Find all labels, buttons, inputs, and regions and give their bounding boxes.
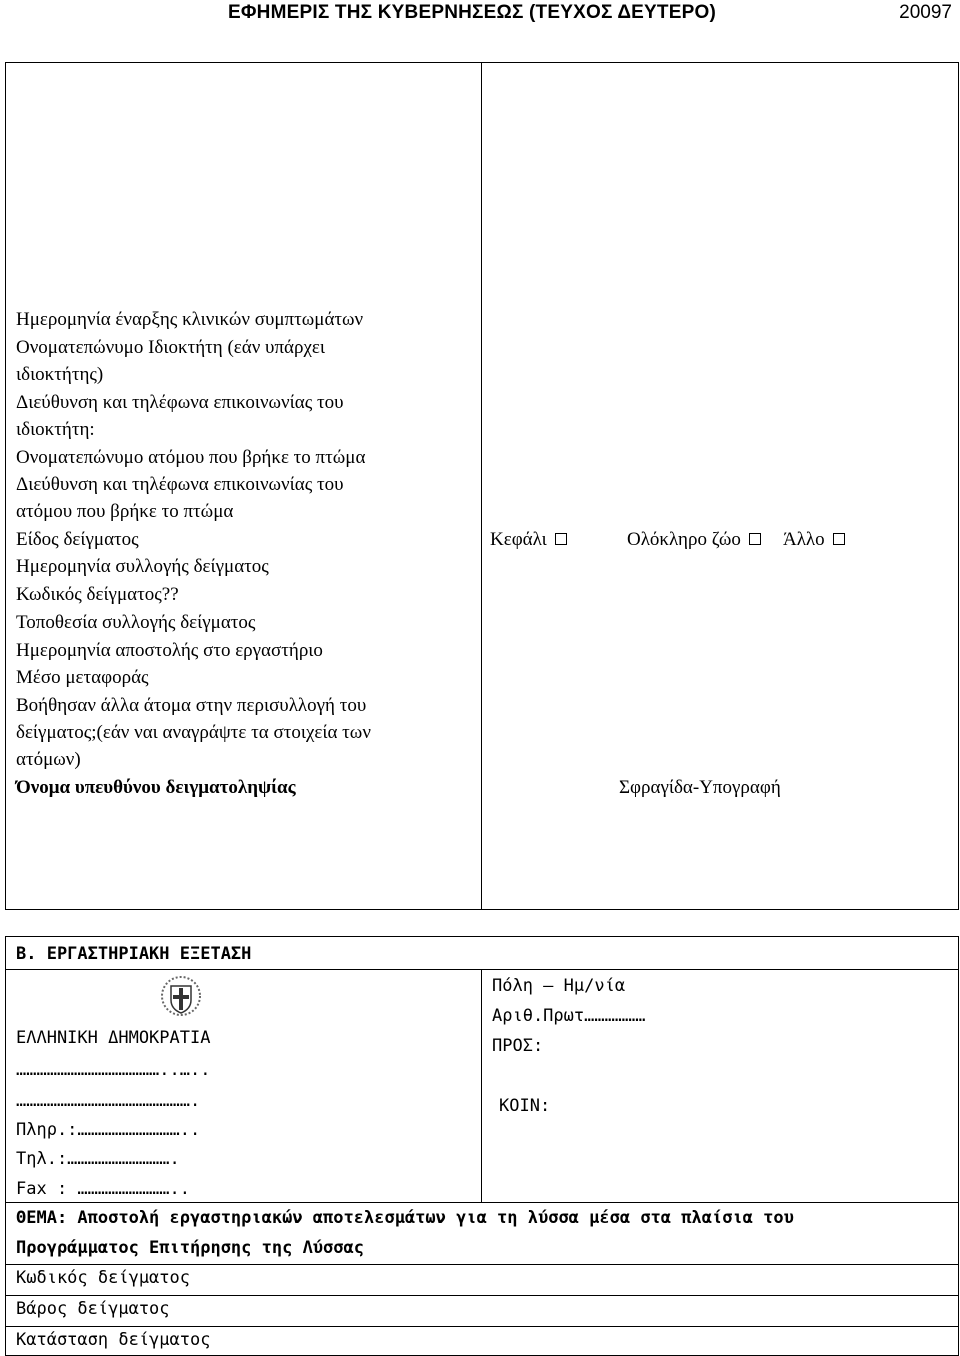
field-sample-code: Κωδικός δείγματος	[16, 1268, 190, 1288]
section-b-title: Β. ΕΡΓΑΣΤΗΡΙΑΚΗ ΕΞΕΤΑΣΗ	[16, 944, 252, 964]
row-symptom-date: Ημερομηνία έναρξης κλινικών συμπτωμάτων	[16, 309, 364, 330]
lab-exam-col-divider	[481, 969, 482, 1202]
column-divider	[481, 62, 482, 910]
row-collection-location: Τοποθεσία συλλογής δείγματος	[16, 612, 256, 633]
lab-exam-top-divider	[5, 969, 959, 970]
stamp-signature-label: Σφραγίδα-Υπογραφή	[619, 777, 781, 798]
row-sample-code: Κωδικός δείγματος??	[16, 584, 179, 605]
page-number: 20097	[899, 2, 952, 23]
phone-field: Τηλ.:………………………….	[16, 1149, 180, 1169]
option-other-label: Άλλο	[783, 529, 825, 550]
option-whole-animal-label: Ολόκληρο ζώο	[627, 529, 741, 550]
row-helpers-cont2: ατόμων)	[16, 749, 81, 770]
row-finder-name: Ονοματεπώνυμο ατόμου που βρήκε το πτώμα	[16, 447, 366, 468]
row-owner-name-cont: ιδιοκτήτης)	[16, 364, 104, 385]
option-head-label: Κεφάλι	[490, 529, 547, 550]
contact-field: Πληρ.:…………………………..	[16, 1120, 201, 1140]
row-sample-type: Είδος δείγματος	[16, 529, 139, 550]
subject-line-1: ΘΕΜΑ: Αποστολή εργαστηριακών αποτελεσμάτων για τη λύσσα μέσα στα πλαίσια του	[16, 1208, 794, 1228]
option-whole-animal[interactable]	[627, 526, 761, 553]
greek-coat-of-arms-icon	[159, 974, 203, 1018]
checkbox-whole-animal[interactable]	[749, 533, 761, 545]
republic-label: ΕΛΛΗΝΙΚΗ ΔΗΜΟΚΡΑΤΙΑ	[16, 1028, 211, 1048]
option-head[interactable]	[490, 526, 567, 553]
issuer-dots-1: ……………………………………..…..	[16, 1060, 211, 1080]
option-other[interactable]	[783, 526, 845, 553]
row-collection-date: Ημερομηνία συλλογής δείγματος	[16, 556, 269, 577]
field-sample-condition: Κατάσταση δείγματος	[16, 1330, 211, 1350]
row-finder-address: Διεύθυνση και τηλέφωνα επικοινωνίας του	[16, 474, 344, 495]
row-owner-address: Διεύθυνση και τηλέφωνα επικοινωνίας του	[16, 392, 344, 413]
to-field: ΠΡΟΣ:	[492, 1036, 544, 1056]
field-sample-weight: Βάρος δείγματος	[16, 1299, 170, 1319]
fax-field: Fax : ………………………..	[16, 1179, 190, 1199]
checkbox-other[interactable]	[833, 533, 845, 545]
gazette-title: ΕΦΗΜΕΡΙΣ ΤΗΣ ΚΥΒΕΡΝΗΣΕΩΣ (ΤΕΥΧΟΣ ΔΕΥΤΕΡΟ)	[228, 2, 716, 23]
cc-field: ΚΟΙΝ:	[499, 1096, 551, 1116]
row-transport: Μέσο μεταφοράς	[16, 667, 149, 688]
row-helpers-cont: δείγματος;(εάν ναι αναγράψτε τα στοιχεία των	[16, 722, 371, 743]
row-helpers: Βοήθησαν άλλα άτομα στην περισυλλογή του	[16, 695, 367, 716]
page-header	[0, 0, 960, 28]
checkbox-head[interactable]	[555, 533, 567, 545]
row-shipping-date: Ημερομηνία αποστολής στο εργαστήριο	[16, 640, 323, 661]
responsible-label: Όνομα υπευθύνου δειγματοληψίας	[16, 777, 296, 798]
row-owner-name: Ονοματεπώνυμο Ιδιοκτήτη (εάν υπάρχει	[16, 337, 326, 358]
city-date-field: Πόλη – Ημ/νία	[492, 976, 626, 996]
protocol-number-field: Αριθ.Πρωτ………………	[492, 1006, 646, 1026]
issuer-dots-2: …………………………………………….	[16, 1091, 201, 1111]
subject-line-2: Προγράμματος Επιτήρησης της Λύσσας	[16, 1238, 364, 1258]
row-owner-address-cont: ιδιοκτήτη:	[16, 419, 95, 440]
row-finder-address-cont: ατόμου που βρήκε το πτώμα	[16, 501, 234, 522]
